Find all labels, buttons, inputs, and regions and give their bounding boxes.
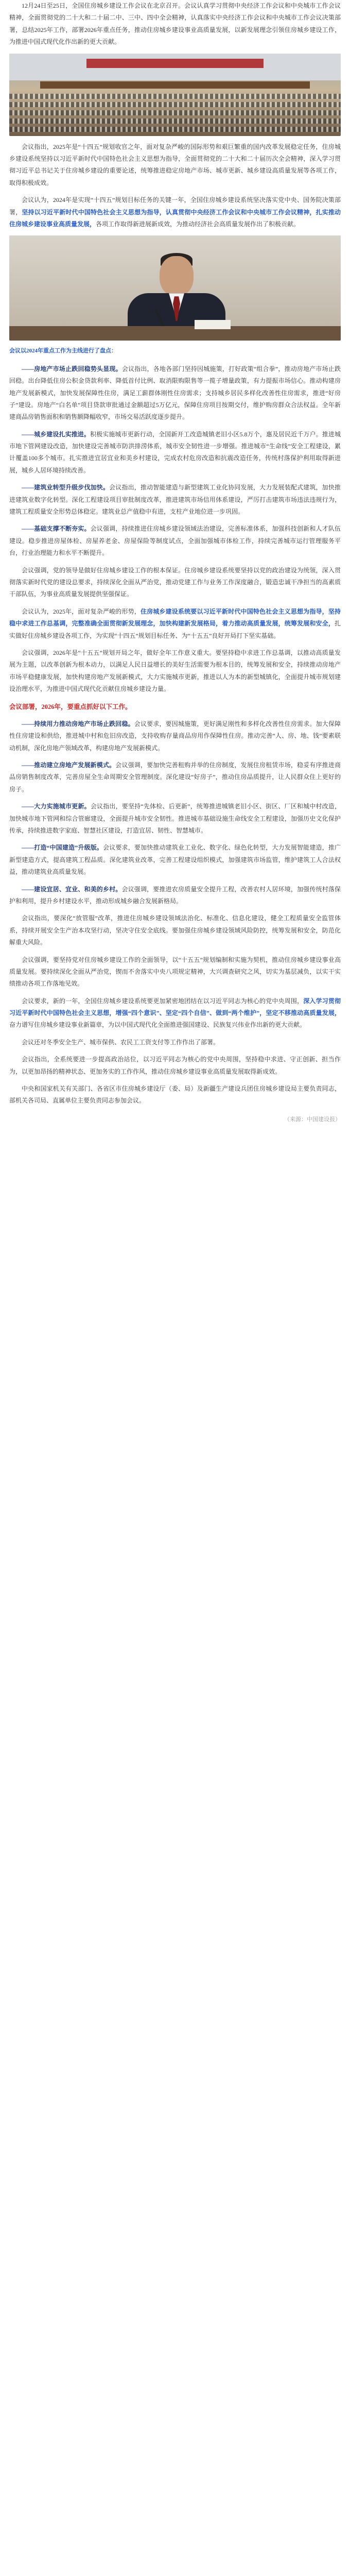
paragraph: ——房地产市场止跌回稳势头显现。会议指出，各地各部门坚持因城施策，打好政策“组合拳”，推动房地产市场止跌回稳。出台降低住房公积金贷款利率、降低首付比例、取消限购限售等一揽子增量政策，有力提振市场信心。推动构建房地产发展新模式，加快发展保障性住房，满足工薪群体刚性住房需求；支持城乡居民多样化改善性住房需求，推进“好房子”建设。房地产“白名单”项目贷款审批通过金额超过5万亿元，保障住房项目按期交付，维护购房群众合法权益。全年新建商品房销售面积和销售额降幅收窄，市场交易活跃度逐步提升。 xyxy=(9,365,341,421)
paragraph: 会议还对冬季安全生产、城市保供、农民工工资支付等工作作出了部署。 xyxy=(22,1038,220,1046)
subheading: ——大力实施城市更新。 xyxy=(22,803,91,810)
paragraph: ——持续用力推动房地产市场止跌回稳。会议要求，要因城施策，更好满足刚性和多样化改善性住房需求。加大保障性住房建设和供给，推进城中村和危旧房改造，支持收购存量商品房用作保障性住房。推动完善“人、房、地、钱”要素联动机制，深化房地产领域改革，构建房地产发展新模式。 xyxy=(9,720,341,752)
subheading: ——房地产市场止跌回稳势头显现。 xyxy=(22,365,122,372)
speaker-photo xyxy=(9,235,341,341)
paragraph: ——城乡建设扎实推进。积极实施城市更新行动，全国新开工改造城镇老旧小区5.8万个，惠及居民近千万户。推进城市地下管网建设改造，加快建设完善城市防洪排涝体系，城市安全韧性进一步增强。推进城市“生命线”安全工程建设，累计覆盖100多个城市。扎实推进宜居宜业和美乡村建设，完成农村危房改造和抗震改造任务，传统村落保护利用取得新进展，城乡人居环境持续改善。 xyxy=(9,430,341,474)
subheading: ——推动建立房地产发展新模式。 xyxy=(22,761,116,769)
paragraph: ——建筑业转型升级步伐加快。会议指出，推动智能建造与新型建筑工业化协同发展，大力发展装配式建筑，加快推进建筑业数字化转型。深化工程建设项目审批制度改革，推进建筑市场信用体系建设，严厉打击建筑市场违法违规行为，建筑工程质量安全形势总体稳定。建筑业总产值稳中有进，支柱产业地位进一步巩固。 xyxy=(9,484,341,516)
emphasis-text: 坚持以习近平新时代中国特色社会主义思想为指导，认真贯彻中央经济工作会议和中央城市工作会议精神，扎实推动住房城乡建设事业高质量发展， xyxy=(9,208,341,228)
emphasis-text: 深入学习贯彻习近平新时代中国特色社会主义思想，增强“四个意识”、坚定“四个自信”、做到“两个维护”，坚定不移推动高质量发展， xyxy=(9,997,341,1017)
subheading: ——城乡建设扎实推进。 xyxy=(22,430,91,438)
section-caption: 会议以2024年重点工作为主线进行了盘点： xyxy=(9,348,117,354)
emphasis-text: 住房城乡建设系统要以习近平新时代中国特色社会主义思想为指导，坚持稳中求进工作总基调，完整准确全面贯彻新发展理念，加快构建新发展格局，着力推动高质量发展，统筹发展和安全， xyxy=(9,607,341,628)
subheading: ——建设宜居、宜业、和美的乡村。 xyxy=(22,885,122,893)
source-credit: （来源：中国建设报） xyxy=(284,1116,341,1123)
paragraph: 会议要求，新的一年，全国住房城乡建设系统要更加紧密地团结在以习近平同志为核心的党中央周围，深入学习贯彻习近平新时代中国特色社会主义思想，增强“四个意识”、坚定“四个自信”、做到“两个维护”，坚定不移推动高质量发展，奋力谱写住房城乡建设事业新篇章，为以中国式现代化全面推进强国建设、民族复兴伟业作出新的更大贡献。 xyxy=(9,997,341,1029)
paragraph: 会议认为，2024年是实现“十四五”规划目标任务的关键一年，全国住房城乡建设系统坚决落实党中央、国务院决策部署，坚持以习近平新时代中国特色社会主义思想为指导，认真贯彻中央经济工作会议和中央城市工作会议精神，扎实推动住房城乡建设事业高质量发展，各项工作取得新进展新成效，为推动经济社会高质量发展作出了积极贡献。 xyxy=(9,196,341,228)
paragraph: 会议强调，党的领导是做好住房城乡建设工作的根本保证。住房城乡建设系统要坚持以党的政治建设为统领，深入贯彻落实新时代党的建设总要求，持续深化全面从严治党，推动党建工作与业务工作深度融合，锻造忠诚干净担当的高素质干部队伍，为事业高质量发展提供坚强保证。 xyxy=(9,566,341,598)
subheading: ——建筑业转型升级步伐加快。 xyxy=(22,484,110,492)
paragraph: 12月24日至25日，全国住房城乡建设工作会议在北京召开。会议认真学习贯彻中央经济工作会议和中央城市工作会议精神，全面贯彻党的二十大和二十届二中、三中、四中全会精神，认真落实中央经济工作会议和中央城市工作会议决策部署，总结2025年工作，部署2026年重点任务，推动住房城乡建设事业高质量发展，以新发展理念引领住房城乡建设工作，为推进中国式现代化作出新的更大贡献。 xyxy=(9,2,341,46)
paragraph: ——大力实施城市更新。会议指出，要坚持“先体检、后更新”，统筹推进城镇老旧小区、街区、厂区和城中村改造，加快城市地下管网和综合管廊建设，全面提升城市安全韧性。推进城市基础设施生命线安全工程建设，加强历史文化保护传承，持续推进数字家庭、智慧社区建设，打造宜居、韧性、智慧城市。 xyxy=(9,803,341,834)
subheading: ——基础支撑不断夯实。 xyxy=(22,525,91,533)
paragraph: 会议指出，全系统要进一步提高政治站位，以习近平同志为核心的党中央周围，坚持稳中求进、守正创新、担当作为，以更加昂扬的精神状态、更加务实的工作作风，推动住房城乡建设事业高质量发展取得新成效。 xyxy=(9,1056,341,1075)
paragraph: 中央和国家机关有关部门、各省区市住房城乡建设厅（委、局）及新疆生产建设兵团住房城乡建设局主要负责同志，部机关各司局、直属单位主要负责同志参加会议。 xyxy=(9,1085,341,1105)
subheading: ——打造“中国建造”升级版。 xyxy=(22,844,103,852)
paragraph: ——基础支撑不断夯实。会议强调，持续推进住房城乡建设领域法治建设，完善标准体系，加强科技创新和人才队伍建设。稳步推进房屋体检、房屋养老金、房屋保险等制度试点，全面加强城市体检工作，持续完善城市运行管理服务平台，行业治理能力和水平不断提升。 xyxy=(9,525,341,557)
subheading: ——持续用力推动房地产市场止跌回稳。 xyxy=(22,720,134,727)
paragraph: 会议指出，2025年是“十四五”规划收官之年，面对复杂严峻的国际形势和艰巨繁重的国内改革发展稳定任务，住房城乡建设系统坚持以习近平新时代中国特色社会主义思想为指导，全面贯彻党的二十大和二十届历次全会精神，深入学习贯彻习近平总书记关于住房城乡建设的重要论述，统筹推进稳定房地产市场、城市更新、城乡建设高质量发展等各项工作，取得积极成效。 xyxy=(9,143,341,187)
paragraph: 会议强调，2026年是“十五五”规划开局之年，做好全年工作意义重大。要坚持稳中求进工作总基调，以推动高质量发展为主题，以改革创新为根本动力，以满足人民日益增长的美好生活需要为根本目的，统筹发展和安全，持续推动房地产市场平稳健康发展，加快构建房地产发展新模式，大力实施城市更新，推进以人为本的新型城镇化，全面提升城市规划建设治理水平，为推进中国式现代化贡献住房城乡建设力量。 xyxy=(9,649,341,693)
meeting-photo xyxy=(9,54,341,136)
paragraph: 会议指出，要深化“放管服”改革，推进住房城乡建设领域法治化、标准化、信息化建设，健全工程质量安全监管体系，持续开展安全生产治本攻坚行动，坚决守住安全底线。要加强住房城乡建设领域风险防控，统筹发展和安全，防范化解重大风险。 xyxy=(9,914,341,946)
paragraph: ——建设宜居、宜业、和美的乡村。会议强调，要推进农房质量安全提升工程，改善农村人居环境，加强传统村落保护和利用，提升乡村建设水平，推动形成城乡融合发展新格局。 xyxy=(9,885,341,905)
paragraph: ——推动建立房地产发展新模式。会议强调，要加快完善租购并举的住房制度，发展住房租赁市场，稳妥有序推进商品房销售制度改革，完善房屋全生命周期安全管理制度。深化建设“好房子”，推动住房品质提升，让人民群众住上更好的房子。 xyxy=(9,761,341,793)
paragraph: 会议认为，2025年，面对复杂严峻的形势，住房城乡建设系统要以习近平新时代中国特色社会主义思想为指导，坚持稳中求进工作总基调，完整准确全面贯彻新发展理念，加快构建新发展格局，着力推动高质量发展，统筹发展和安全，扎实做好住房城乡建设各项工作，为实现“十四五”规划目标任务、为“十五五”良好开局打下坚实基础。 xyxy=(9,607,341,639)
article xyxy=(0,0,350,1136)
paragraph: ——打造“中国建造”升级版。会议要求，要加快推动建筑业工业化、数字化、绿色化转型，大力发展智能建造，推广新型建造方式，提高建筑工程品质。深化建筑业改革，完善工程建设组织模式，加强建筑市场监管，维护建筑工人合法权益，推动建筑业高质量发展。 xyxy=(9,844,341,876)
section-title: 会议部署，2026年，要重点抓好以下工作。 xyxy=(9,703,132,710)
paragraph: 会议强调，要坚持党对住房城乡建设工作的全面领导，以“十五五”规划编制和实施为契机，推动住房城乡建设事业高质量发展。要持续深化全面从严治党，锲而不舍落实中央八项规定精神，大兴调查研究之风，切实为基层减负，以实干实绩推动各项工作落地见效。 xyxy=(9,956,341,988)
